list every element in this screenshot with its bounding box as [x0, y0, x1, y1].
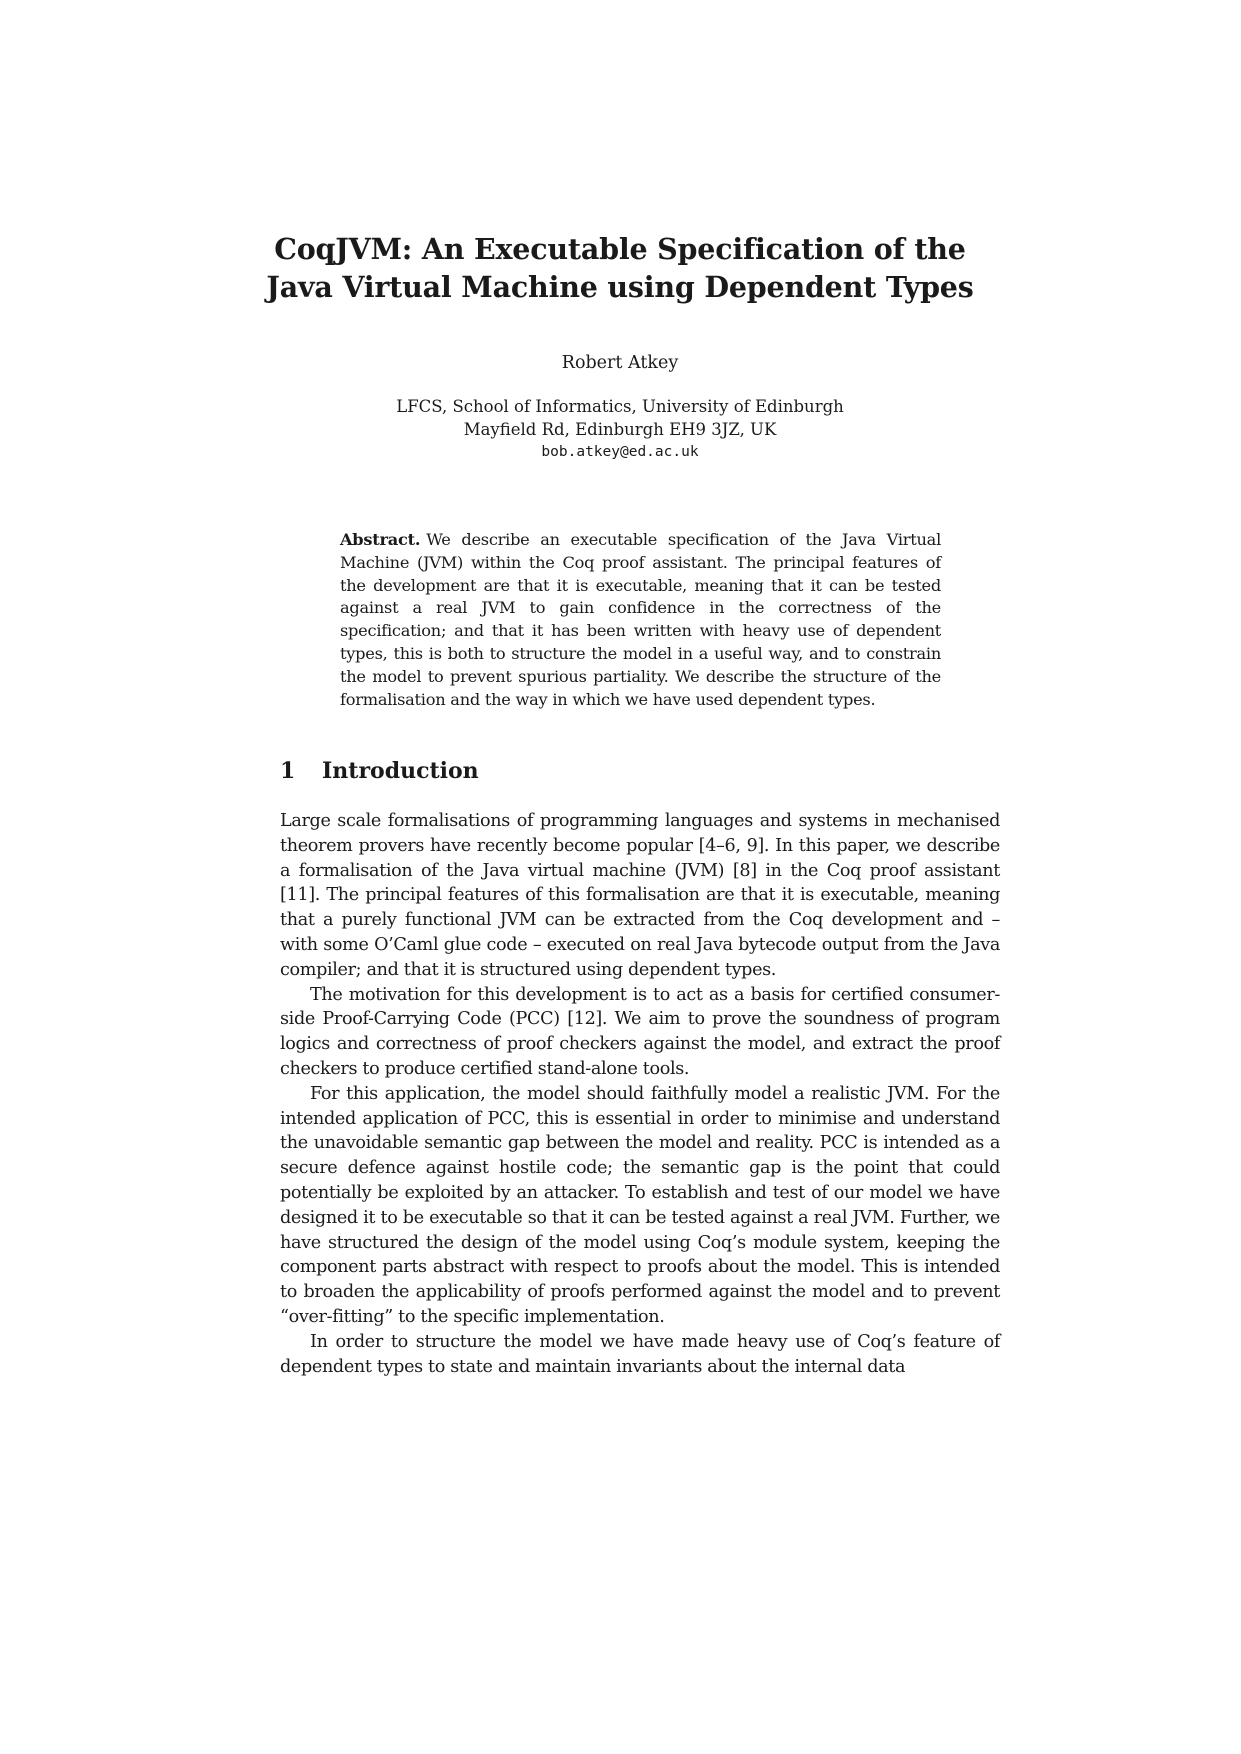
- affiliation-line-2: Mayfield Rd, Edinburgh EH9 3JZ, UK: [463, 420, 777, 439]
- paragraph: The motivation for this development is to act as a basis for certified consumer-side Proof-Carrying Code (PCC) [12]. We aim to prove the soundness of program logics and correctness of proof checkers against the model, and extract the proof checkers to produce certified stand-alone tools.: [280, 984, 1000, 1079]
- author-email: bob.atkey@ed.ac.uk: [541, 444, 699, 460]
- abstract: [340, 529, 941, 711]
- section-body: [280, 809, 1000, 1379]
- section-number: 1: [280, 758, 296, 784]
- affiliation-line-1: LFCS, School of Informatics, University of Edinburgh: [396, 397, 844, 416]
- section-title: Introduction: [322, 758, 479, 784]
- author-affiliation: [240, 395, 1000, 464]
- abstract-text: We describe an executable specification of the Java Virtual Machine (JVM) within the Coq proof assistant. The principal features of the development are that it is executable, meaning that it can be tested against a real JVM to gain confidence in the correctness of the specification; and that it has been written with heavy use of dependent types, this is both to structure the model in a useful way, and to constrain the model to prevent spurious partiality. We describe the structure of the formalisation and the way in which we have used dependent types.: [340, 530, 941, 709]
- paper-title: [240, 230, 1000, 306]
- author-name: Robert Atkey: [561, 353, 679, 373]
- section-heading: [280, 756, 960, 786]
- paragraph: For this application, the model should faithfully model a realistic JVM. For the intended application of PCC, this is essential in order to minimise and understand the unavoidable semantic gap between the model and reality. PCC is intended as a secure defence against hostile code; the semantic gap is the point that could potentially be exploited by an attacker. To establish and test of our model we have designed it to be executable so that it can be tested against a real JVM. Further, we have structured the design of the model using Coq’s module system, keeping the component parts abstract with respect to proofs about the model. This is intended to broaden the applicability of proofs performed against the model and to prevent “over-fitting” to the specific implementation.: [280, 1083, 1000, 1327]
- title-line-1: CoqJVM: An Executable Specification of the: [274, 232, 966, 266]
- paragraph: Large scale formalisations of programming languages and systems in mechanised theorem provers have recently become popular [4–6, 9]. In this paper, we describe a formalisation of the Java virtual machine (JVM) [8] in the Coq proof assistant [11]. The principal features of this formalisation are that it is executable, meaning that a purely functional JVM can be extracted from the Coq development and – with some O’Caml glue code – executed on real Java bytecode output from the Java compiler; and that it is structured using dependent types.: [280, 811, 1000, 980]
- abstract-label: Abstract.: [340, 530, 421, 549]
- paragraph: In order to structure the model we have made heavy use of Coq’s feature of dependent types to state and maintain invariants about the internal data: [280, 1331, 1000, 1377]
- title-line-2: Java Virtual Machine using Dependent Types: [266, 270, 974, 304]
